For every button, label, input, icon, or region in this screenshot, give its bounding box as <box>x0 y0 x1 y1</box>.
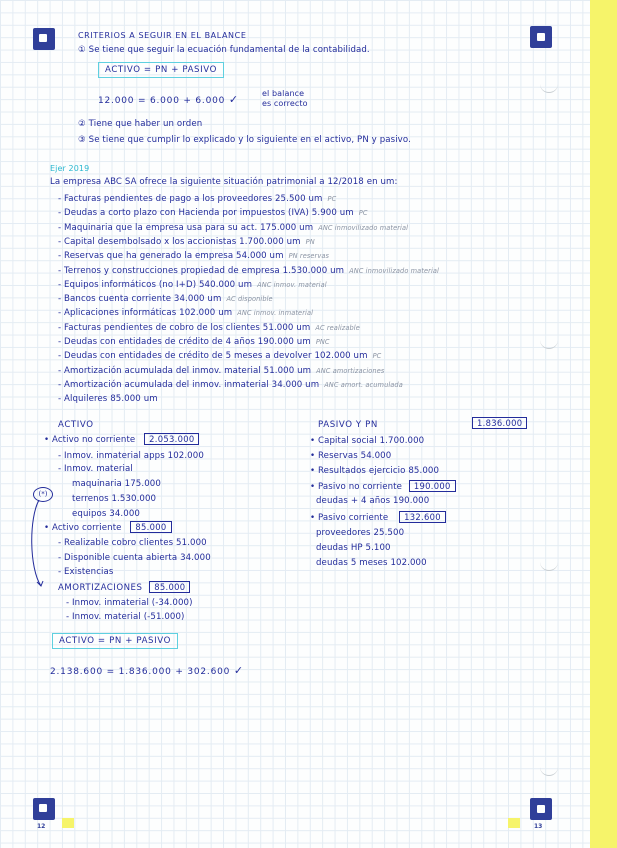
anc-total-box: 2.053.000 <box>144 433 199 445</box>
corner-mark-bottom-right <box>530 798 552 820</box>
pc-row <box>310 512 446 523</box>
corner-mark-bottom-left <box>33 798 55 820</box>
exercise-item-note: AC disponible <box>226 295 273 304</box>
exercise-item-text: - Bancos cuenta corriente 34.000 um <box>58 294 222 305</box>
activo-inmaterial: - Inmov. inmaterial apps 102.000 <box>58 451 204 461</box>
criterio-3: ③ Se tiene que cumplir lo explicado y lo siguiente en el activo, PN y pasivo. <box>78 135 411 145</box>
exercise-item <box>58 280 327 290</box>
pasivo-hp: deudas HP 5.100 <box>316 543 391 553</box>
pasivo-deudas-5: deudas 5 meses 102.000 <box>316 558 427 568</box>
exercise-item <box>58 223 408 233</box>
criterio-2: ② Tiene que haber un orden <box>78 119 203 129</box>
final-equation-box: ACTIVO = PN + PASIVO <box>52 633 178 649</box>
exercise-item <box>58 394 163 404</box>
pasivo-total <box>472 418 527 429</box>
exercise-item-text: - Alquileres 85.000 um <box>58 394 158 405</box>
pasivo-heading: PASIVO Y PN <box>318 420 378 430</box>
pasivo-resultados: • Resultados ejercicio 85.000 <box>310 466 440 476</box>
exercise-item-note: PC <box>358 209 368 218</box>
ring-hole <box>540 338 558 349</box>
activo-disponible: - Disponible cuenta abierta 34.000 <box>58 553 211 563</box>
exercise-item-text: - Reservas que ha generado la empresa 54.000 um <box>58 251 284 262</box>
exercise-item-note: PNC <box>315 338 330 346</box>
yellow-tab-right <box>508 818 520 828</box>
yellow-tab-left <box>62 818 74 828</box>
ring-hole <box>540 82 558 93</box>
ring-hole <box>540 560 558 571</box>
anc-row <box>44 434 199 445</box>
exercise-item <box>58 380 403 390</box>
corner-mark-top-right <box>530 26 552 48</box>
equation-box: ACTIVO = PN + PASIVO <box>98 62 224 78</box>
pasivo-capital: • Capital social 1.700.000 <box>310 436 425 446</box>
exercise-item-note: PC <box>372 352 382 361</box>
activo-material-label: - Inmov. material <box>58 464 133 474</box>
activo-existencias: - Existencias <box>58 567 114 577</box>
exercise-item <box>58 308 313 318</box>
exercise-statement: La empresa ABC SA ofrece la siguiente situación patrimonial a 12/2018 en um: <box>50 177 398 187</box>
margin-strip <box>590 0 617 848</box>
amort-material: - Inmov. material (-51.000) <box>66 612 185 622</box>
exercise-item-text: - Equipos informáticos (no I+D) 540.000 um <box>58 279 253 290</box>
exercise-label: Ejer 2019 <box>50 164 90 173</box>
exercise-item-note: ANC inmovilizado material <box>349 266 439 275</box>
exercise-item-note: ANC inmovilizado material <box>318 223 409 232</box>
exercise-item-note: PC <box>327 195 337 203</box>
exercise-item <box>58 237 315 247</box>
activo-terrenos: terrenos 1.530.000 <box>72 494 157 504</box>
exercise-item-note: AC realizable <box>315 323 360 332</box>
pc-total-box: 132.600 <box>399 511 446 523</box>
pasivo-deudas-4: deudas + 4 años 190.000 <box>316 496 430 506</box>
corner-mark-top-left <box>33 28 55 50</box>
page-number-right: 13 <box>534 823 543 830</box>
ac-label: • Activo corriente <box>44 523 122 533</box>
criterio-1: ① Se tiene que seguir la ecuación fundamental de la contabilidad. <box>78 45 370 55</box>
exercise-item-note: ANC amort. acumulada <box>324 380 403 389</box>
amortizaciones-total-box: 85.000 <box>149 581 190 593</box>
exercise-item-text: - Amortización acumulada del inmov. inmaterial 34.000 um <box>58 379 320 390</box>
exercise-item-text: - Capital desembolsado x los accionistas 1.700.000 um <box>58 236 301 247</box>
pc-label: • Pasivo corriente <box>310 513 389 523</box>
example-note-line-2: es correcto <box>262 99 308 108</box>
pasivo-total-box: 1.836.000 <box>472 417 527 429</box>
exercise-item-text: - Maquinaria que la empresa usa para su act. 175.000 um <box>58 222 314 233</box>
page-number-left: 12 <box>37 823 46 830</box>
asterisk-circle-mark: (*) <box>33 487 53 502</box>
example-equation-text: 12.000 = 6.000 + 6.000 <box>98 96 226 106</box>
activo-equipos: equipos 34.000 <box>72 509 140 519</box>
exercise-item-note: PN <box>305 237 315 246</box>
exercise-item-note: ANC amortizaciones <box>316 366 385 375</box>
example-note-line-1: el balance <box>262 89 305 98</box>
pnc-total-box: 190.000 <box>409 480 456 492</box>
exercise-item <box>58 337 330 347</box>
exercise-item-text: - Facturas pendientes de cobro de los clientes 51.000 um <box>58 322 311 333</box>
exercise-item-text: - Aplicaciones informáticas 102.000 um <box>58 308 233 319</box>
exercise-item-note: ANC inmov. material <box>257 280 327 289</box>
exercise-item-note: PN reservas <box>288 252 330 261</box>
check-mark-icon: ✓ <box>233 664 244 677</box>
ring-hole <box>540 765 558 776</box>
amortizaciones-label: AMORTIZACIONES <box>58 583 143 593</box>
amortizaciones-row <box>58 582 190 593</box>
final-equation-text: 2.138.600 = 1.836.000 + 302.600 <box>50 667 231 677</box>
activo-realizable: - Realizable cobro clientes 51.000 <box>58 538 207 548</box>
exercise-item-note: ANC inmov. inmaterial <box>237 309 314 318</box>
criterios-heading: CRITERIOS A SEGUIR EN EL BALANCE <box>78 31 247 40</box>
curved-arrow-icon <box>27 498 49 590</box>
anc-label: • Activo no corriente <box>44 435 136 445</box>
exercise-item-text: - Amortización acumulada del inmov. material 51.000 um <box>58 365 312 376</box>
activo-maquinaria: maquinaria 175.000 <box>72 479 161 489</box>
exercise-item <box>58 266 439 276</box>
exercise-item <box>58 208 368 218</box>
ac-row <box>44 522 172 533</box>
exercise-item <box>58 323 360 333</box>
exercise-item <box>58 251 329 261</box>
pnc-label: • Pasivo no corriente <box>310 482 403 492</box>
exercise-item <box>58 294 273 304</box>
exercise-item-text: - Facturas pendientes de pago a los proveedores 25.500 um <box>58 194 323 204</box>
exercise-item <box>58 194 336 204</box>
exercise-item <box>58 366 384 376</box>
ac-total-box: 85.000 <box>130 521 171 533</box>
pasivo-proveedores: proveedores 25.500 <box>316 528 405 538</box>
activo-heading: ACTIVO <box>58 420 94 430</box>
exercise-item <box>58 351 381 361</box>
final-equation <box>50 664 244 677</box>
check-mark-icon: ✓ <box>228 93 239 106</box>
exercise-item-text: - Deudas con entidades de crédito de 5 meses a devolver 102.000 um <box>58 351 368 362</box>
example-equation <box>98 93 239 106</box>
exercise-item-text: - Deudas a corto plazo con Hacienda por impuestos (IVA) 5.900 um <box>58 208 354 219</box>
pasivo-reservas: • Reservas 54.000 <box>310 451 392 461</box>
exercise-item-text: - Deudas con entidades de crédito de 4 años 190.000 um <box>58 337 311 347</box>
amort-inmaterial: - Inmov. inmaterial (-34.000) <box>66 598 193 608</box>
pnc-row <box>310 481 456 492</box>
exercise-item-text: - Terrenos y construcciones propiedad de empresa 1.530.000 um <box>58 265 345 276</box>
